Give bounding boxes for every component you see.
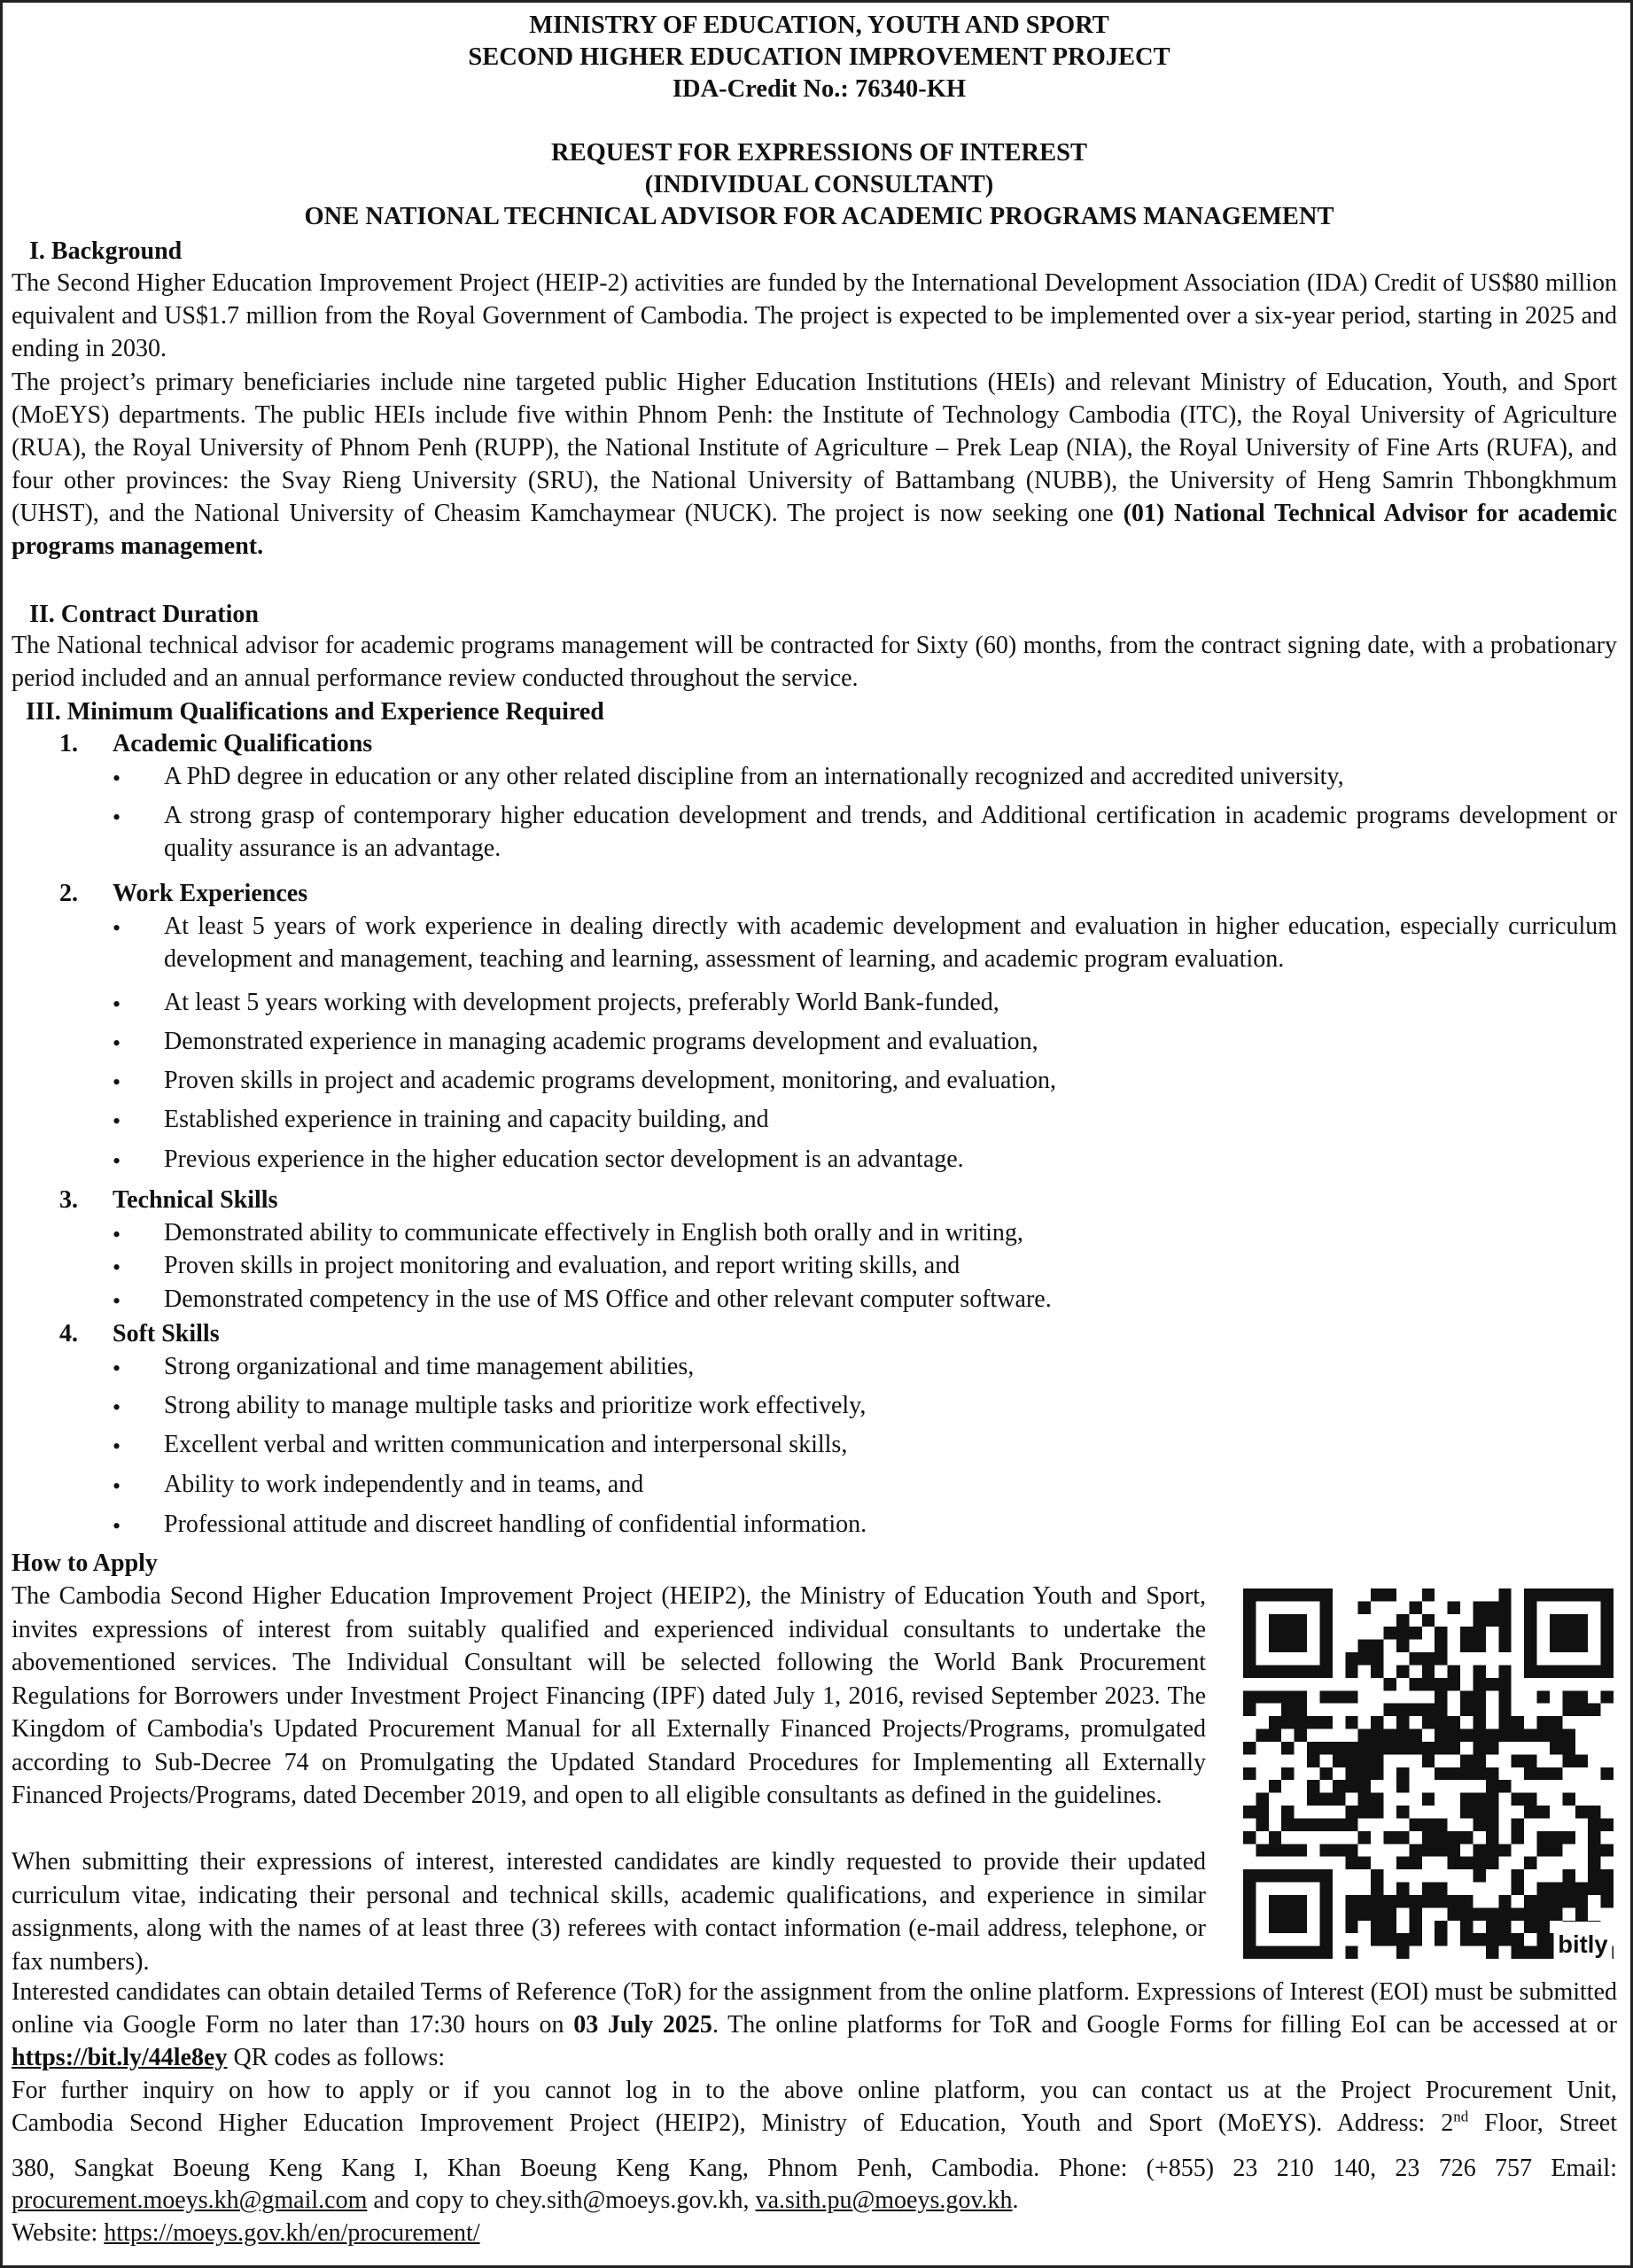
group-number: 1. <box>59 730 78 757</box>
group-number: 3. <box>59 1186 78 1214</box>
apply-paragraph-1: The Cambodia Second Higher Education Improvement Project (HEIP2), the Ministry of Education Youth and Sport, invites expressions of interest from suitably qualified and experienced individual consultants to undertake the abovementioned services. The Individual Consultant will be selected following the World Bank Procurement Regulations for Borrowers under Investment Project Financing (IPF) dated July 1, 2016, revised September 2023. The Kingdom of Cambodia's Updated Procurement Manual for all Externally Financed Projects/Programs, promulgated according to Sub-Decree 74 on Promulgating the Updated Standard Procedures for Implementing all Externally Financed Projects/Programs, dated December 2019, and open to all eligible consultants as defined in the guidelines. <box>12 1582 1206 1809</box>
apply-paragraph-2: When submitting their expressions of interest, interested candidates are kindly requested to provide their updated curriculum vitae, indicating their personal and technical skills, academic qualifications, and experience in similar assignments, along with the names of at least three (3) referees with contact information (e-mail address, telephone, or fax numbers). <box>12 1848 1206 1976</box>
list-item: Ability to work independently and in teams, and <box>164 1471 644 1498</box>
list-item: Demonstrated competency in the use of MS Office and other relevant computer software. <box>164 1285 1052 1313</box>
academic-qualifications-title: Academic Qualifications <box>113 730 373 757</box>
bitly-link[interactable]: https://bit.ly/44le8ey <box>12 2044 228 2071</box>
qr-code-icon[interactable] <box>1243 1588 1614 1959</box>
project-title: SECOND HIGHER EDUCATION IMPROVEMENT PROJECT <box>468 43 1170 71</box>
inquiry-line-4: procurement.moeys.kh@gmail.com and copy to chey.sith@moeys.gov.kh, va.sith.pu@moeys.gov.kh. <box>12 2186 1019 2214</box>
soft-skills-title: Soft Skills <box>113 1320 220 1348</box>
list-item: Proven skills in project and academic programs development, monitoring, and evaluation, <box>164 1067 1056 1094</box>
inquiry-line-1: For further inquiry on how to apply or if you cannot log in to the above online platform, you can contact us at the Project Procurement Unit, <box>12 2077 1617 2104</box>
list-item: Demonstrated experience in managing academic programs development and evaluation, <box>164 1028 1038 1055</box>
list-item: A strong grasp of contemporary higher education development and trends, and Additional certification in academic programs development or quality assurance is an advantage. <box>164 802 1617 862</box>
ministry-title: MINISTRY OF EDUCATION, YOUTH AND SPORT <box>529 12 1109 39</box>
credit-number: IDA-Credit No.: 76340-KH <box>672 75 967 103</box>
inquiry-line-2: Cambodia Second Higher Education Improvement Project (HEIP2), Ministry of Education, Youth and Sport (MoEYS). Address: 2nd Floor, Street <box>12 2108 1617 2137</box>
contract-heading: II. Contract Duration <box>29 601 259 628</box>
technical-skills-title: Technical Skills <box>113 1186 278 1214</box>
procurement-email-link[interactable]: procurement.moeys.kh@gmail.com <box>12 2186 368 2214</box>
position-title: ONE NATIONAL TECHNICAL ADVISOR FOR ACADEMIC PROGRAMS MANAGEMENT <box>304 203 1334 230</box>
list-item: Proven skills in project monitoring and evaluation, and report writing skills, and <box>164 1252 960 1279</box>
list-item: Strong ability to manage multiple tasks and prioritize work effectively, <box>164 1392 867 1419</box>
background-paragraph-2: The project’s primary beneficiaries include nine targeted public Higher Education Institutions (HEIs) and relevant Ministry of Education, Youth, and Sport (MoEYS) departments. The public HEIs include five within Phnom Penh: the Institute of Technology Cambodia (ITC), the Royal University of Agriculture (RUA), the Royal University of Phnom Penh (RUPP), the National Institute of Agriculture – Prek Leap (NIA), the Royal University of Fine Arts (RUFA), and four other provinces: the Svay Rieng University (SRU), the National University of Battambang (NUBB), the University of Heng Samrin Thbongkhmum (UHST), and the National University of Cheasim Kamchaymear (NUCK). The project is now seeking one (01) National Technical Advisor for academic programs management. <box>12 369 1618 560</box>
contract-text: The National technical advisor for academic programs management will be contracted for Sixty (60) months, from the contract signing date, with a probationary period included and an annual performance review conducted throughout the service. <box>12 632 1617 692</box>
apply-paragraph-3: Interested candidates can obtain detailed Terms of Reference (ToR) for the assignment from the online platform. Expressions of Interest (EOI) must be submitted online via Google Form no later than 17:30 hours on 03 July 2025. The online platforms for ToR and Google Forms for filling EoI can be accessed at or https://bit.ly/44le8ey QR codes as follows: <box>12 1978 1618 2071</box>
work-experiences-title: Work Experiences <box>113 880 308 907</box>
list-item: Professional attitude and discreet handling of confidential information. <box>164 1511 867 1538</box>
website-line: Website: https://moeys.gov.kh/en/procurement/ <box>12 2219 480 2247</box>
inquiry-line-3: 380, Sangkat Boeung Keng Kang I, Khan Boeung Keng Kang, Phnom Penh, Cambodia. Phone: (+855) 23 210 140, 23 726 757 Email: <box>12 2155 1617 2182</box>
list-item: Previous experience in the higher education sector development is an advantage. <box>164 1146 964 1173</box>
how-to-apply-heading: How to Apply <box>12 1550 158 1577</box>
va-sith-email-link[interactable]: va.sith.pu@moeys.gov.kh <box>755 2186 1013 2214</box>
list-item: Excellent verbal and written communication and interpersonal skills, <box>164 1431 848 1458</box>
list-item: Strong organizational and time management abilities, <box>164 1353 695 1380</box>
group-number: 4. <box>59 1320 78 1348</box>
list-item: At least 5 years of work experience in dealing directly with academic development and evaluation in higher education, especially curriculum development and management, teaching and learning, assessment of learning, and academic program evaluation. <box>164 913 1617 973</box>
qr-label: bitly <box>1558 1930 1608 1958</box>
list-item: At least 5 years working with development projects, preferably World Bank-funded, <box>164 989 999 1016</box>
qualifications-heading: III. Minimum Qualifications and Experience Required <box>26 698 604 726</box>
list-item: Established experience in training and capacity building, and <box>164 1106 769 1133</box>
consultant-type: (INDIVIDUAL CONSULTANT) <box>644 171 994 198</box>
background-paragraph-1: The Second Higher Education Improvement Project (HEIP-2) activities are funded by the International Development Association (IDA) Credit of US$80 million equivalent and US$1.7 million from the Royal Government of Cambodia. The project is expected to be implemented over a six-year period, starting in 2025 and ending in 2030. <box>12 269 1617 362</box>
group-number: 2. <box>59 880 78 907</box>
list-item: A PhD degree in education or any other related discipline from an internationally recognized and accredited university, <box>164 763 1344 790</box>
website-link[interactable]: https://moeys.gov.kh/en/procurement/ <box>104 2219 480 2247</box>
request-title: REQUEST FOR EXPRESSIONS OF INTEREST <box>551 139 1087 167</box>
background-heading: I. Background <box>29 237 183 265</box>
list-item: Demonstrated ability to communicate effectively in English both orally and in writing, <box>164 1219 1023 1247</box>
